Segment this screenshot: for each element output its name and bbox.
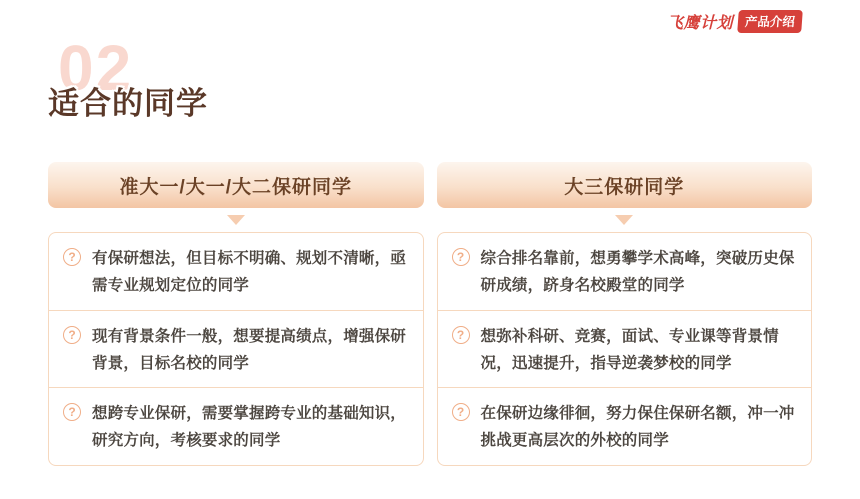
columns-area [48, 162, 812, 466]
brand-badge: 产品介绍 [737, 10, 803, 33]
question-circle-icon: ? [452, 403, 470, 421]
triangle-down-icon [227, 215, 245, 225]
item-text: 综合排名靠前，想勇攀学术高峰，突破历史保研成绩，跻身名校殿堂的同学 [480, 250, 795, 294]
list-item [49, 310, 423, 388]
column-header-right: 大三保研同学 [437, 162, 813, 208]
triangle-down-icon [615, 215, 633, 225]
list-item [438, 233, 812, 310]
card-right [437, 232, 813, 466]
column-header-left: 准大一/大一/大二保研同学 [48, 162, 424, 208]
brand [667, 10, 802, 33]
item-text: 想跨专业保研，需要掌握跨专业的基础知识，研究方向，考核要求的同学 [92, 405, 407, 450]
question-circle-icon: ? [63, 403, 81, 421]
item-text: 现有背景条件一般，想要提高绩点，增强保研背景，目标名校的同学 [92, 327, 407, 372]
column-junior [437, 162, 813, 466]
item-text: 有保研想法，但目标不明确、规划不清晰，亟需专业规划定位的同学 [92, 250, 407, 294]
list-item [438, 387, 812, 465]
list-item [49, 387, 423, 465]
page-title: 适合的同学 [48, 86, 208, 121]
question-circle-icon: ? [63, 326, 81, 344]
item-text: 想弥补科研、竞赛，面试、专业课等背景情况，迅速提升，指导逆袭梦校的同学 [480, 327, 779, 372]
question-circle-icon: ? [452, 248, 470, 266]
item-text: 在保研边缘徘徊，努力保住保研名额，冲一冲挑战更高层次的外校的同学 [480, 405, 795, 450]
pointer-wrap-left [48, 208, 424, 232]
card-left [48, 232, 424, 466]
question-circle-icon: ? [452, 326, 470, 344]
question-circle-icon: ? [63, 248, 81, 266]
pointer-wrap-right [437, 208, 813, 232]
brand-logo: 飞鹰计划 [666, 15, 733, 32]
section-number: 02 [58, 32, 134, 104]
list-item [438, 310, 812, 388]
column-freshman-sophomore [48, 162, 424, 466]
list-item [49, 233, 423, 310]
